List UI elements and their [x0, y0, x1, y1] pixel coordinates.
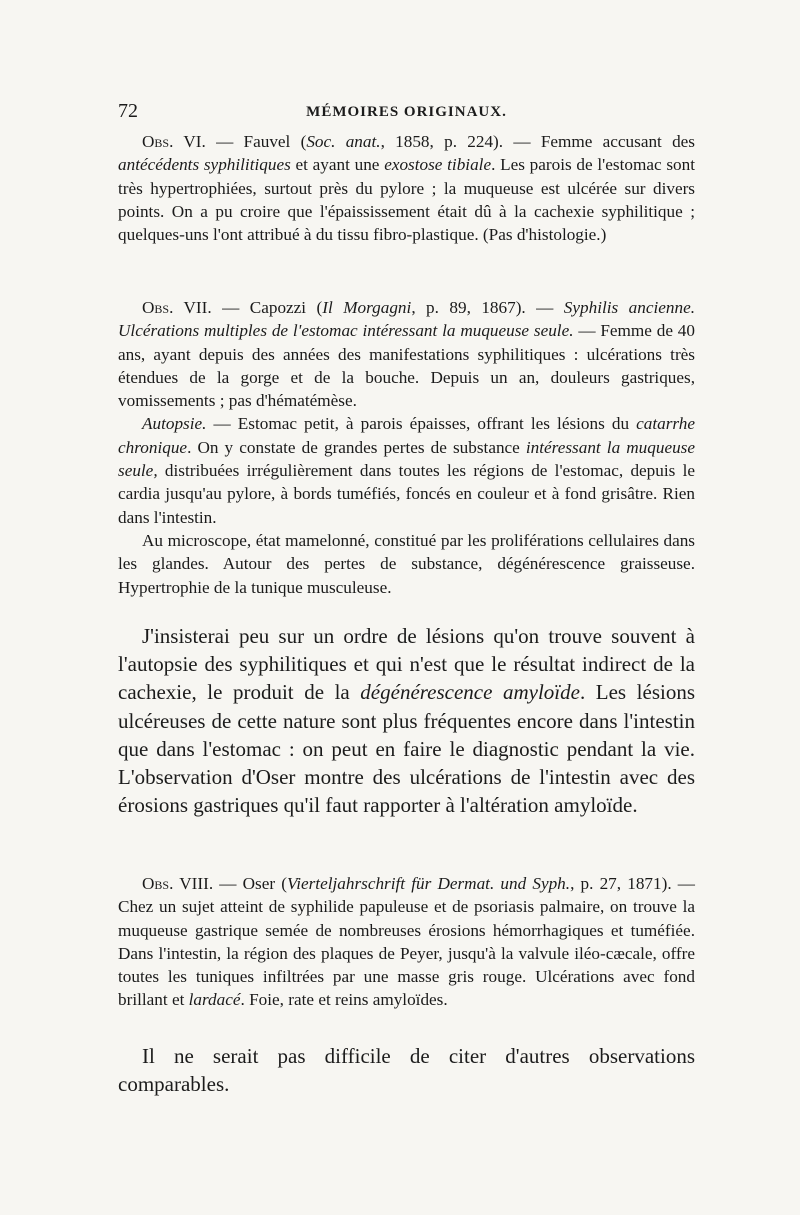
obs8-source: Vierteljahrschrift für Dermat. und Syph.	[286, 874, 571, 893]
running-title: MÉMOIRES ORIGINAUX.	[306, 104, 507, 120]
main-text-1	[118, 622, 695, 819]
main-paragraph-1: J'insisterai peu sur un ordre de lésions qu'on trouve souvent à l'autopsie des syphilitiques et qui n'est que le résultat indirect de la cachexie, le produit de la dégénérescence amyloïde. Les lésions ulcéreuses de cette nature sont plus fréquentes encore dans l'intestin que dans l'estomac : on peut en faire le diagnostic pendant la vie. L'observation d'Oser montre des ulcérations de l'intestin avec des érosions gastriques qu'il faut rapporter à l'altération amyloïde.	[118, 624, 695, 818]
main-paragraph-2: Il ne serait pas difficile de citer d'autres observations comparables.	[118, 1044, 695, 1097]
obs7-microscope: Au microscope, état mamelonné, constitué par les proliférations cellulaires dans les glandes. Autour des pertes de substance, dégénérescence graisseuse. Hypertrophie de la tunique musculeuse.	[118, 530, 695, 597]
obs7-autopsy: Autopsie. — Estomac petit, à parois épaisses, offrant les lésions du catarrhe chronique. On y constate de grandes pertes de substance intéressant la muqueuse seule, distribuées irrégulièrement dans toutes les régions de l'estomac, depuis le cardia jusqu'au pylore, à bords tuméfiés, foncés en couleur et à fond grisâtre. Rien dans l'intestin.	[118, 414, 695, 527]
obs6-paragraph: Obs. VI. — Fauvel (Soc. anat., 1858, p. 224). — Femme accusant des antécédents syphilitiques et ayant une exostose tibiale. Les parois de l'estomac sont très hypertrophiées, surtout près du pylore ; la muqueuse est ulcérée sur divers points. On a pu croire que l'épaississement était dû à la cachexie syphilitique ; quelques-uns l'ont attribué à du tissu fibro-plastique. (Pas d'histologie.)	[118, 132, 695, 245]
main-text-2	[118, 1042, 695, 1098]
obs7-paragraph: Obs. VII. — Capozzi (Il Morgagni, p. 89, 1867). — Syphilis ancienne. Ulcérations multiples de l'estomac intéressant la muqueuse seule. — Femme de 40 ans, ayant depuis des années des manifestations syphilitiques : ulcérations très étendues de la gorge et de la bouche. Depuis un an, douleurs gastriques, vomissements ; pas d'hématémèse.	[118, 298, 695, 411]
obs6-label: Obs. VI.	[142, 132, 206, 151]
obs8-label: Obs. VIII.	[142, 874, 214, 893]
page-header	[118, 100, 695, 124]
obs7-title: Syphilis ancienne. Ulcérations multiples de l'estomac intéressant la muqueuse seule.	[118, 298, 695, 341]
observation-6	[118, 130, 695, 246]
obs7-source: Il Morgagni	[322, 298, 412, 317]
autopsy-label: Autopsie.	[142, 414, 207, 434]
observation-7	[118, 296, 695, 599]
obs6-source: Soc. anat.	[306, 132, 381, 151]
obs7-label: Obs. VII.	[142, 298, 212, 317]
page-number: 72	[118, 100, 138, 122]
obs8-paragraph: Obs. VIII. — Oser (Vierteljahrschrift für Dermat. und Syph., p. 27, 1871). — Chez un sujet atteint de syphilide papuleuse et de psoriasis palmaire, on trouve la muqueuse gastrique semée de nombreuses érosions hémorrhagiques et tuméfiée. Dans l'intestin, la région des plaques de Peyer, jusqu'à la valvule iléo-cæcale, offre toutes les tuniques infiltrées par une masse gris rouge. Ulcérations avec fond brillant et lardacé. Foie, rate et reins amyloïdes.	[118, 874, 695, 1010]
observation-8	[118, 872, 695, 1012]
